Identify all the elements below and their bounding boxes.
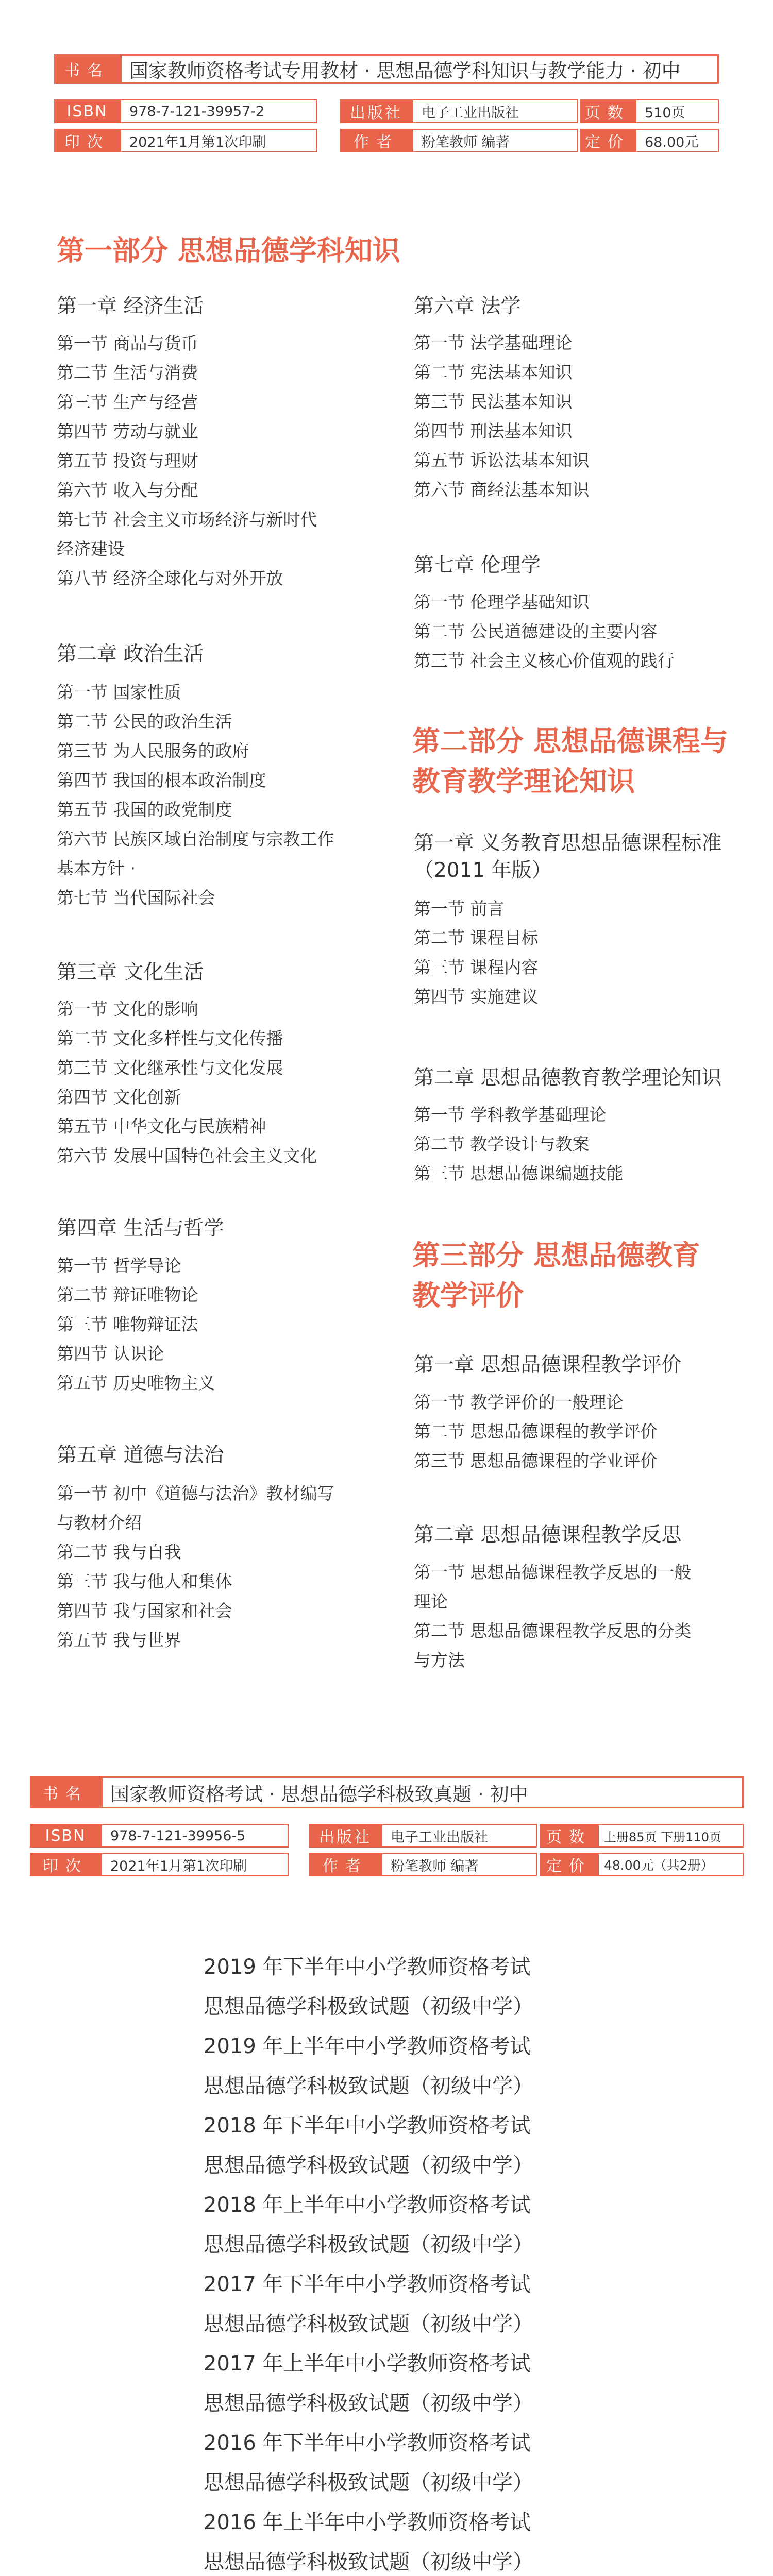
exam-line: 思想品德学科极致试题（初级中学） — [204, 2550, 533, 2574]
isbn-value: 978-7-121-39957-2 — [129, 103, 265, 120]
section-item: 第五节 历史唯物主义 — [57, 1373, 215, 1393]
part3-title-line1: 第三部分 思想品德教育 — [412, 1239, 700, 1272]
pages-value: 510页 — [645, 105, 685, 121]
section-item: 第四节 实施建议 — [414, 987, 539, 1007]
print-value: 2021年1月第1次印刷 — [129, 134, 266, 150]
title-label: 书名 — [30, 1776, 101, 1808]
section-item: 第四节 认识论 — [57, 1344, 164, 1364]
section-item: 第三节 思想品德课编题技能 — [414, 1163, 624, 1183]
section-list — [57, 329, 317, 593]
pages-value: 上册85页 下册110页 — [604, 1829, 721, 1844]
publisher-label: 出版社 — [340, 99, 412, 123]
section-item: 与方法 — [414, 1650, 465, 1670]
section-list — [57, 994, 317, 1171]
section-item: 第三节 思想品德课程的学业评价 — [414, 1451, 658, 1471]
section-item: 第二节 课程目标 — [414, 928, 539, 948]
exam-line: 2018 年下半年中小学教师资格考试 — [204, 2114, 531, 2138]
section-item: 第二节 公民的政治生活 — [57, 711, 232, 732]
print-value: 2021年1月第1次印刷 — [110, 1858, 247, 1874]
exam-line: 思想品德学科极致试题（初级中学） — [204, 2233, 533, 2257]
section-item: 第五节 我国的政党制度 — [57, 800, 232, 820]
section-list — [414, 894, 539, 1011]
print-label: 印次 — [30, 1853, 101, 1876]
section-item: 第四节 文化创新 — [57, 1087, 181, 1107]
section-item: 第一节 教学评价的一般理论 — [414, 1392, 624, 1412]
section-item: 第三节 课程内容 — [414, 957, 539, 977]
chapter-title: 第二章 思想品德教育教学理论知识 — [414, 1066, 722, 1090]
section-item: 第三节 文化继承性与文化发展 — [57, 1058, 283, 1078]
chapter-title: 第一章 经济生活 — [57, 295, 204, 318]
section-item: 第七节 当代国际社会 — [57, 888, 215, 908]
section-item: 第二节 思想品德课程教学反思的分类 — [414, 1621, 692, 1641]
chapter-title: 第五章 道德与法治 — [57, 1444, 224, 1467]
section-item: 第四节 我与国家和社会 — [57, 1601, 232, 1621]
author-value: 粉笔教师 编著 — [422, 134, 510, 150]
section-item: 第二节 教学设计与教案 — [414, 1134, 590, 1154]
section-item: 经济建设 — [57, 539, 125, 559]
exam-line: 2018 年上半年中小学教师资格考试 — [204, 2193, 531, 2217]
publisher-value: 电子工业出版社 — [391, 1829, 488, 1845]
section-list — [414, 587, 675, 675]
pages-label: 页数 — [580, 99, 635, 123]
section-list — [414, 1557, 692, 1675]
pages-label: 页数 — [540, 1824, 598, 1848]
section-item: 第一节 文化的影响 — [57, 999, 198, 1019]
section-item: 第五节 我与世界 — [57, 1630, 181, 1650]
section-item: 第二节 我与自我 — [57, 1542, 181, 1562]
exam-line: 2019 年上半年中小学教师资格考试 — [204, 2035, 531, 2058]
part2-title-line1: 第二部分 思想品德课程与 — [412, 725, 728, 757]
price-label: 定价 — [580, 129, 635, 152]
section-item: 第五节 诉讼法基本知识 — [414, 450, 590, 470]
section-item: 第六节 商经法基本知识 — [414, 480, 590, 500]
exam-line: 思想品德学科极致试题（初级中学） — [204, 2471, 533, 2495]
chapter-title: 第六章 法学 — [414, 295, 521, 318]
section-item: 第二节 宪法基本知识 — [414, 362, 573, 382]
chapter-title: 第二章 政治生活 — [57, 642, 204, 666]
isbn-value: 978-7-121-39956-5 — [110, 1827, 246, 1844]
book-title: 国家教师资格考试专用教材 · 思想品德学科知识与教学能力 · 初中 — [129, 60, 681, 82]
section-item: 第一节 哲学导论 — [57, 1256, 181, 1276]
section-item: 第四节 劳动与就业 — [57, 421, 198, 442]
price-value: 68.00元 — [645, 134, 699, 150]
section-item: 第一节 国家性质 — [57, 682, 181, 702]
section-list — [414, 1100, 624, 1188]
exam-line: 2019 年下半年中小学教师资格考试 — [204, 1955, 531, 1979]
section-item: 第二节 辩证唯物论 — [57, 1285, 198, 1305]
chapter-title: 第三章 文化生活 — [57, 961, 204, 984]
book-title: 国家教师资格考试 · 思想品德学科极致真题 · 初中 — [110, 1783, 528, 1805]
author-label: 作者 — [309, 1853, 381, 1876]
section-list — [414, 328, 590, 504]
price-value: 48.00元（共2册） — [604, 1858, 714, 1873]
section-item: 第八节 经济全球化与对外开放 — [57, 568, 283, 588]
section-item: 第一节 商品与货币 — [57, 333, 198, 353]
section-item: 第六节 收入与分配 — [57, 480, 198, 500]
section-item: 第三节 社会主义核心价值观的践行 — [414, 651, 675, 671]
section-item: 理论 — [414, 1591, 448, 1612]
section-list — [57, 1251, 215, 1398]
section-item: 第三节 唯物辩证法 — [57, 1314, 198, 1334]
chapter-title: 第一章 义务教育思想品德课程标准 — [414, 832, 722, 855]
section-item: 第七节 社会主义市场经济与新时代 — [57, 510, 317, 530]
print-label: 印次 — [54, 129, 120, 152]
section-item: 第六节 发展中国特色社会主义文化 — [57, 1146, 317, 1166]
author-label: 作者 — [340, 129, 412, 152]
exam-line: 2016 年下半年中小学教师资格考试 — [204, 2431, 531, 2455]
exam-line: 思想品德学科极致试题（初级中学） — [204, 2074, 533, 2098]
exam-line: 思想品德学科极致试题（初级中学） — [204, 2154, 533, 2177]
section-item: 第二节 生活与消费 — [57, 363, 198, 383]
section-item: 第二节 公民道德建设的主要内容 — [414, 621, 658, 641]
section-item: 第一节 初中《道德与法治》教材编写 — [57, 1483, 334, 1503]
chapter-title: 第四章 生活与哲学 — [57, 1217, 224, 1240]
section-item: 第一节 法学基础理论 — [414, 333, 573, 353]
chapter-title: 第一章 思想品德课程教学评价 — [414, 1353, 682, 1377]
chapter-title: 第二章 思想品德课程教学反思 — [414, 1523, 682, 1547]
publisher-label: 出版社 — [309, 1824, 381, 1848]
exam-line: 2017 年下半年中小学教师资格考试 — [204, 2273, 531, 2296]
chapter-title-line2: （2011 年版） — [414, 859, 552, 882]
section-item: 第三节 我与他人和集体 — [57, 1571, 232, 1591]
section-item: 第三节 民法基本知识 — [414, 392, 573, 412]
section-item: 第五节 中华文化与民族精神 — [57, 1116, 266, 1137]
part2-title-line2: 教育教学理论知识 — [412, 765, 635, 798]
exam-line: 思想品德学科极致试题（初级中学） — [204, 2392, 533, 2415]
section-list — [57, 1479, 334, 1655]
section-item: 第六节 民族区域自治制度与宗教工作 — [57, 829, 334, 849]
exam-list — [204, 1947, 533, 2576]
isbn-label: ISBN — [30, 1824, 101, 1848]
author-value: 粉笔教师 编著 — [391, 1858, 479, 1874]
section-item: 第三节 为人民服务的政府 — [57, 741, 249, 761]
section-list — [57, 677, 334, 912]
section-item: 第三节 生产与经营 — [57, 392, 198, 412]
section-item: 第二节 文化多样性与文化传播 — [57, 1028, 283, 1048]
exam-line: 思想品德学科极致试题（初级中学） — [204, 1995, 533, 2019]
title-label: 书名 — [54, 54, 120, 84]
section-item: 第五节 投资与理财 — [57, 451, 198, 471]
section-item: 第四节 我国的根本政治制度 — [57, 770, 266, 790]
exam-line: 2017 年上半年中小学教师资格考试 — [204, 2352, 531, 2376]
section-item: 第一节 前言 — [414, 899, 505, 919]
section-item: 第一节 伦理学基础知识 — [414, 592, 590, 612]
publisher-value: 电子工业出版社 — [422, 105, 519, 121]
part1-title: 第一部分 思想品德学科知识 — [57, 234, 400, 267]
exam-line: 2016 年上半年中小学教师资格考试 — [204, 2511, 531, 2534]
isbn-label: ISBN — [54, 99, 120, 123]
price-label: 定价 — [540, 1853, 598, 1876]
section-item: 与教材介绍 — [57, 1513, 142, 1533]
section-item: 基本方针 · — [57, 858, 136, 878]
section-list — [414, 1387, 658, 1476]
section-item: 第四节 刑法基本知识 — [414, 421, 573, 441]
section-item: 第二节 思想品德课程的教学评价 — [414, 1421, 658, 1442]
chapter-title: 第七章 伦理学 — [414, 554, 541, 577]
section-item: 第一节 思想品德课程教学反思的一般 — [414, 1562, 692, 1582]
part3-title-line2: 教学评价 — [412, 1279, 524, 1312]
section-item: 第一节 学科教学基础理论 — [414, 1105, 607, 1125]
exam-line: 思想品德学科极致试题（初级中学） — [204, 2312, 533, 2336]
